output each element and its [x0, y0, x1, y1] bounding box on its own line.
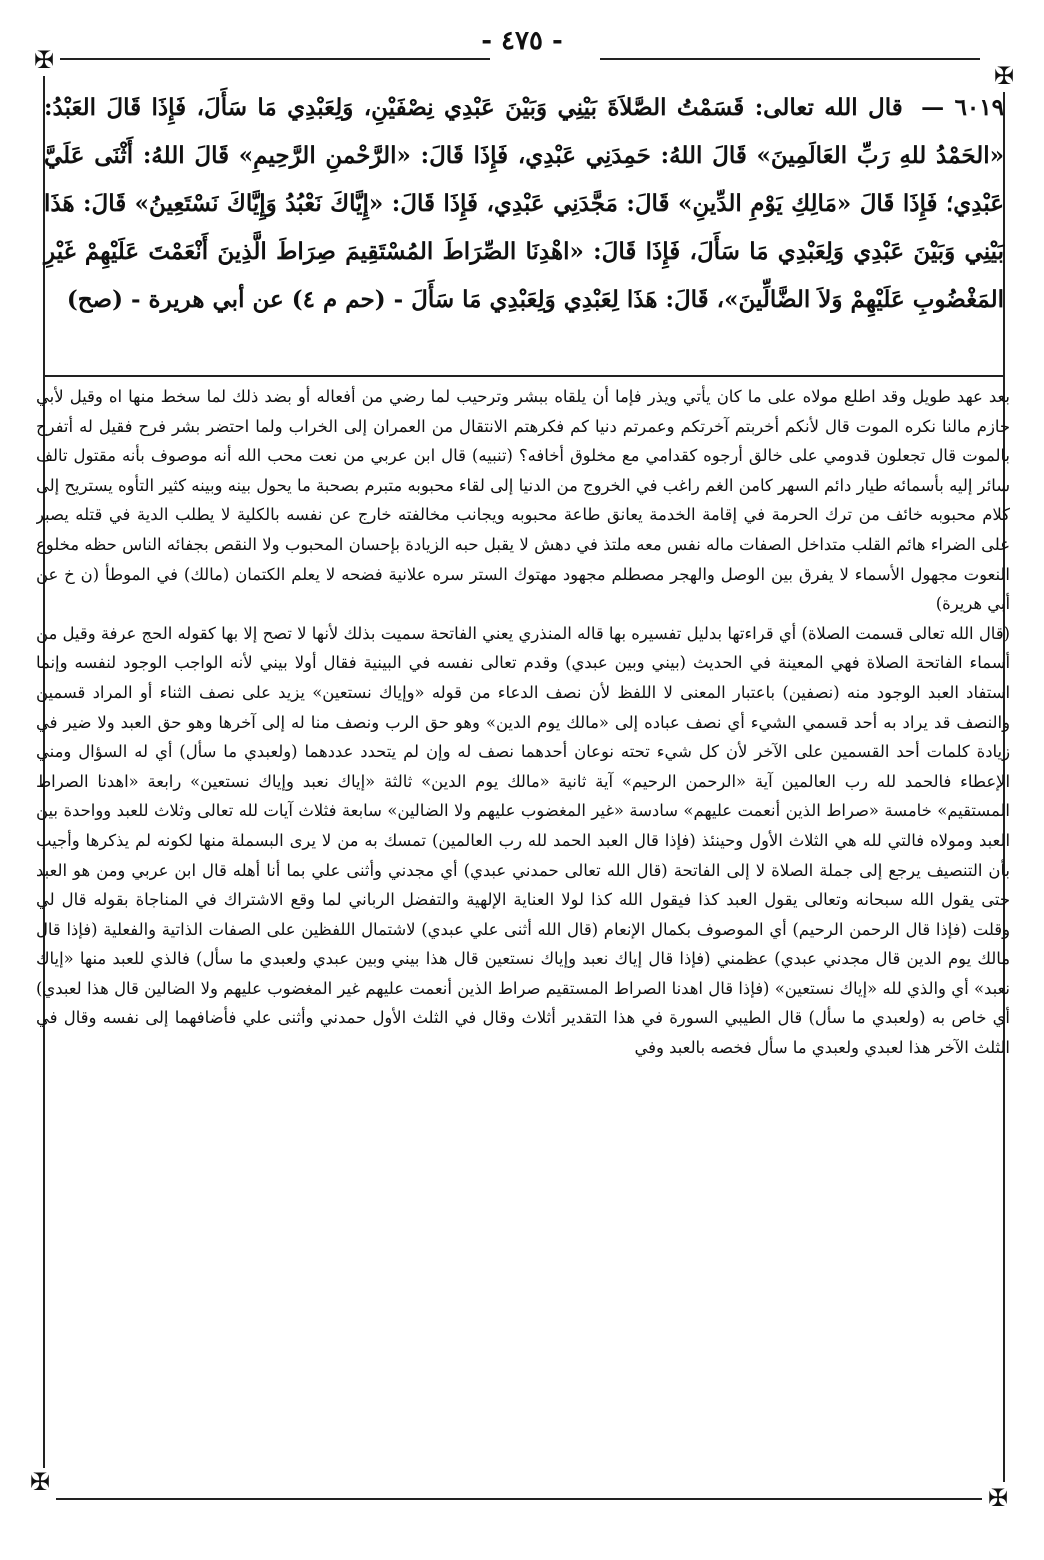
hadith-text: [44, 84, 1004, 376]
corner-ornament-icon: ✠: [993, 62, 1015, 90]
hadith-number: ٦٠١٩ —: [921, 94, 1004, 121]
corner-ornament-icon: ✠: [987, 1484, 1009, 1512]
top-rule-left: [60, 58, 490, 60]
commentary: [36, 382, 1010, 1482]
bottom-border: [56, 1498, 982, 1500]
hadith-body: قال الله تعالى: قَسَمْتُ الصَّلاَةَ بَيْنِي وَبَيْنَ عَبْدِي نِصْفَيْنِ، وَلِعَبْدِي مَا سَأَلَ، فَإِذَا قَالَ العَبْدُ: «الحَمْدُ للهِ رَبِّ العَالَمِينَ» قَالَ اللهُ: حَمِدَنِي عَبْدِي، فَإِذَا قَالَ: «الرَّحْمنِ الرَّحِيمِ» قَالَ اللهُ: أَثْنَى عَلَيَّ عَبْدِي؛ فَإِذَا قَالَ «مَالِكِ يَوْمِ الدِّينِ» قَالَ: مَجَّدَنِي عَبْدِي، فَإِذَا قَالَ: «إِيَّاكَ نَعْبُدُ وَإِيَّاكَ نَسْتَعِينُ» قَالَ: هَذَا بَيْنِي وَبَيْنَ عَبْدِي وَلِعَبْدِي مَا سَأَلَ، فَإِذَا قَالَ: «اهْدِنَا الصِّرَاطَ المُسْتَقِيمَ صِرَاطَ الَّذِينَ أَنْعَمْتَ عَلَيْهِمْ غَيْرِ المَغْضُوبِ عَلَيْهِمْ وَلاَ الضَّالِّينَ»، قَالَ: هَذَا لِعَبْدِي وَلِعَبْدِي مَا سَأَلَ - (حم م ٤) عن أبي هريرة - (صح): [44, 94, 1004, 313]
page-number: - ٤٧٥ -: [481, 26, 563, 56]
commentary-paragraph: بعد عهد طويل وقد اطلع مولاه على ما كان يأتي ويذر فإما أن يلقاه ببشر وترحيب لما رضي من أفعاله أو بضد ذلك لما سخط منها اه وقيل لأبي حازم مالنا نكره الموت قال لأنكم أخربتم آخرتكم وعمرتم دنيا كم فكرهتم الانتقال من العمران إلى الخراب ولما احتضر بشر فرح فقيل له أتفرح بالموت قال تجعلون قدومي على خالق أرجوه كقدامي مع مخلوق أخافه؟ (تنبيه) قال ابن عربي من نعت محب الله أنه موصوف بأنه مقتول تالف سائر إليه بأسمائه طيار دائم السهر كامن الغم راغب في الخروج من الدنيا إلى لقاء محبوبه متبرم بصحبة ما يحول بينه وبينه كثير التأوه يستريح إلى كلام محبوبه خائف من ترك الحرمة في إقامة الخدمة يعانق طاعة محبوبه ويجانب مخالفته خارج عن نفسه بالكلية لا يطلب الدية في قتله يصبر على الضراء هائم القلب متداخل الصفات ماله نفس معه ملتذ في دهش لا يقبل حبه الزيادة بإحسان المحبوب ولا النقص بجفائه الناس حظه مخلوع النعوت مجهول الأسماء لا يفرق بين الوصل والهجر مصطلم مجهود مهتوك الستر سره علانية فضحه لا يعلم الكتمان (مالك) في الموطأ (ن خ عن أبي هريرة): [36, 387, 1010, 614]
corner-ornament-icon: ✠: [29, 1468, 51, 1496]
corner-ornament-icon: ✠: [33, 46, 55, 74]
top-rule-right: [600, 58, 980, 60]
commentary-paragraph: (قال الله تعالى قسمت الصلاة) أي قراءتها بدليل تفسيره بها قاله المنذري يعني الفاتحة سميت بذلك لأنها لا تصح إلا بها كقوله الحج عرفة وقيل من أسماء الفاتحة الصلاة فهي المعينة في الحديث (بيني وبين عبدي) وقدم تعالى نفسه في البينية فقال أولا بيني لأنه الواجب الوجود لنفسه وإنما استفاد العبد الوجود منه (نصفين) باعتبار المعنى لا اللفظ لأن نصف الدعاء من قوله «وإياك نستعين» يزيد على نصف الثناء أو المراد قسمين والنصف قد يراد به أحد قسمي الشيء أي نصف عباده إلى «مالك يوم الدين» وهو حق الرب ونصف منا له إلى آخرها وهو حق العبد ولا ضير في زيادة كلمات أحد القسمين على الآخر لأن كل شيء تحته نوعان أحدهما نصف له وإن لم يتحدد عددهما (ولعبدي ما سأل) أي له السؤال ومني الإعطاء فالحمد لله رب العالمين آية «الرحمن الرحيم» آية ثانية «مالك يوم الدين» ثالثة «إياك نعبد وإياك نستعين» رابعة «اهدنا الصراط المستقيم» خامسة «صراط الذين أنعمت عليهم» سادسة «غير المغضوب عليهم ولا الضالين» سابعة فثلاث آيات لله تعالى وثلاث للعبد وواحدة بين العبد ومولاه فالتي لله هي الثلاث الأول وحينئذ (فإذا قال العبد الحمد لله رب العالمين) تمسك به من لا يرى البسملة منها لكونه لم يذكرها وأجيب بأن التنصيف يرجع إلى جملة الصلاة لا إلى الفاتحة (قال الله تعالى حمدني عبدي) أي مجدني وأثنى علي بما أنا أهله قال ابن عربي ومن هو العبد حتى يقول الله سبحانه وتعالى يقول العبد كذا فيقول الله كذا لولا العناية الإلهية والتفضل الرباني لما وقع الاشتراك في المناجاة بقوله قال لي وقلت (فإذا قال الرحمن الرحيم) أي الموصوف بكمال الإنعام (قال الله أثنى علي عبدي) لاشتمال اللفظين على الصفات الذاتية والفعلية (فإذا قال مالك يوم الدين قال مجدني عبدي) عظمني (فإذا قال إياك نعبد وإياك نستعين قال هذا بيني وبين عبدي ولعبدي ما سأل) فالذي للعبد منها «إياك نعبد» أي والذي لله «إياك نستعين» (فإذا قال اهدنا الصراط المستقيم صراط الذين أنعمت عليهم غير المغضوب عليهم ولا الضالين قال هذا لعبدي) أي خاص به (ولعبدي ما سأل) قال الطيبي السورة في هذا التقدير أثلاث وقال في الثلث الأول حمدني وأثنى علي فأضافهما إلى نفسه وقال في الثلث الآخر هذا لعبدي ولعبدي ما سأل فخصه بالعبد وفي: [36, 623, 1010, 1058]
